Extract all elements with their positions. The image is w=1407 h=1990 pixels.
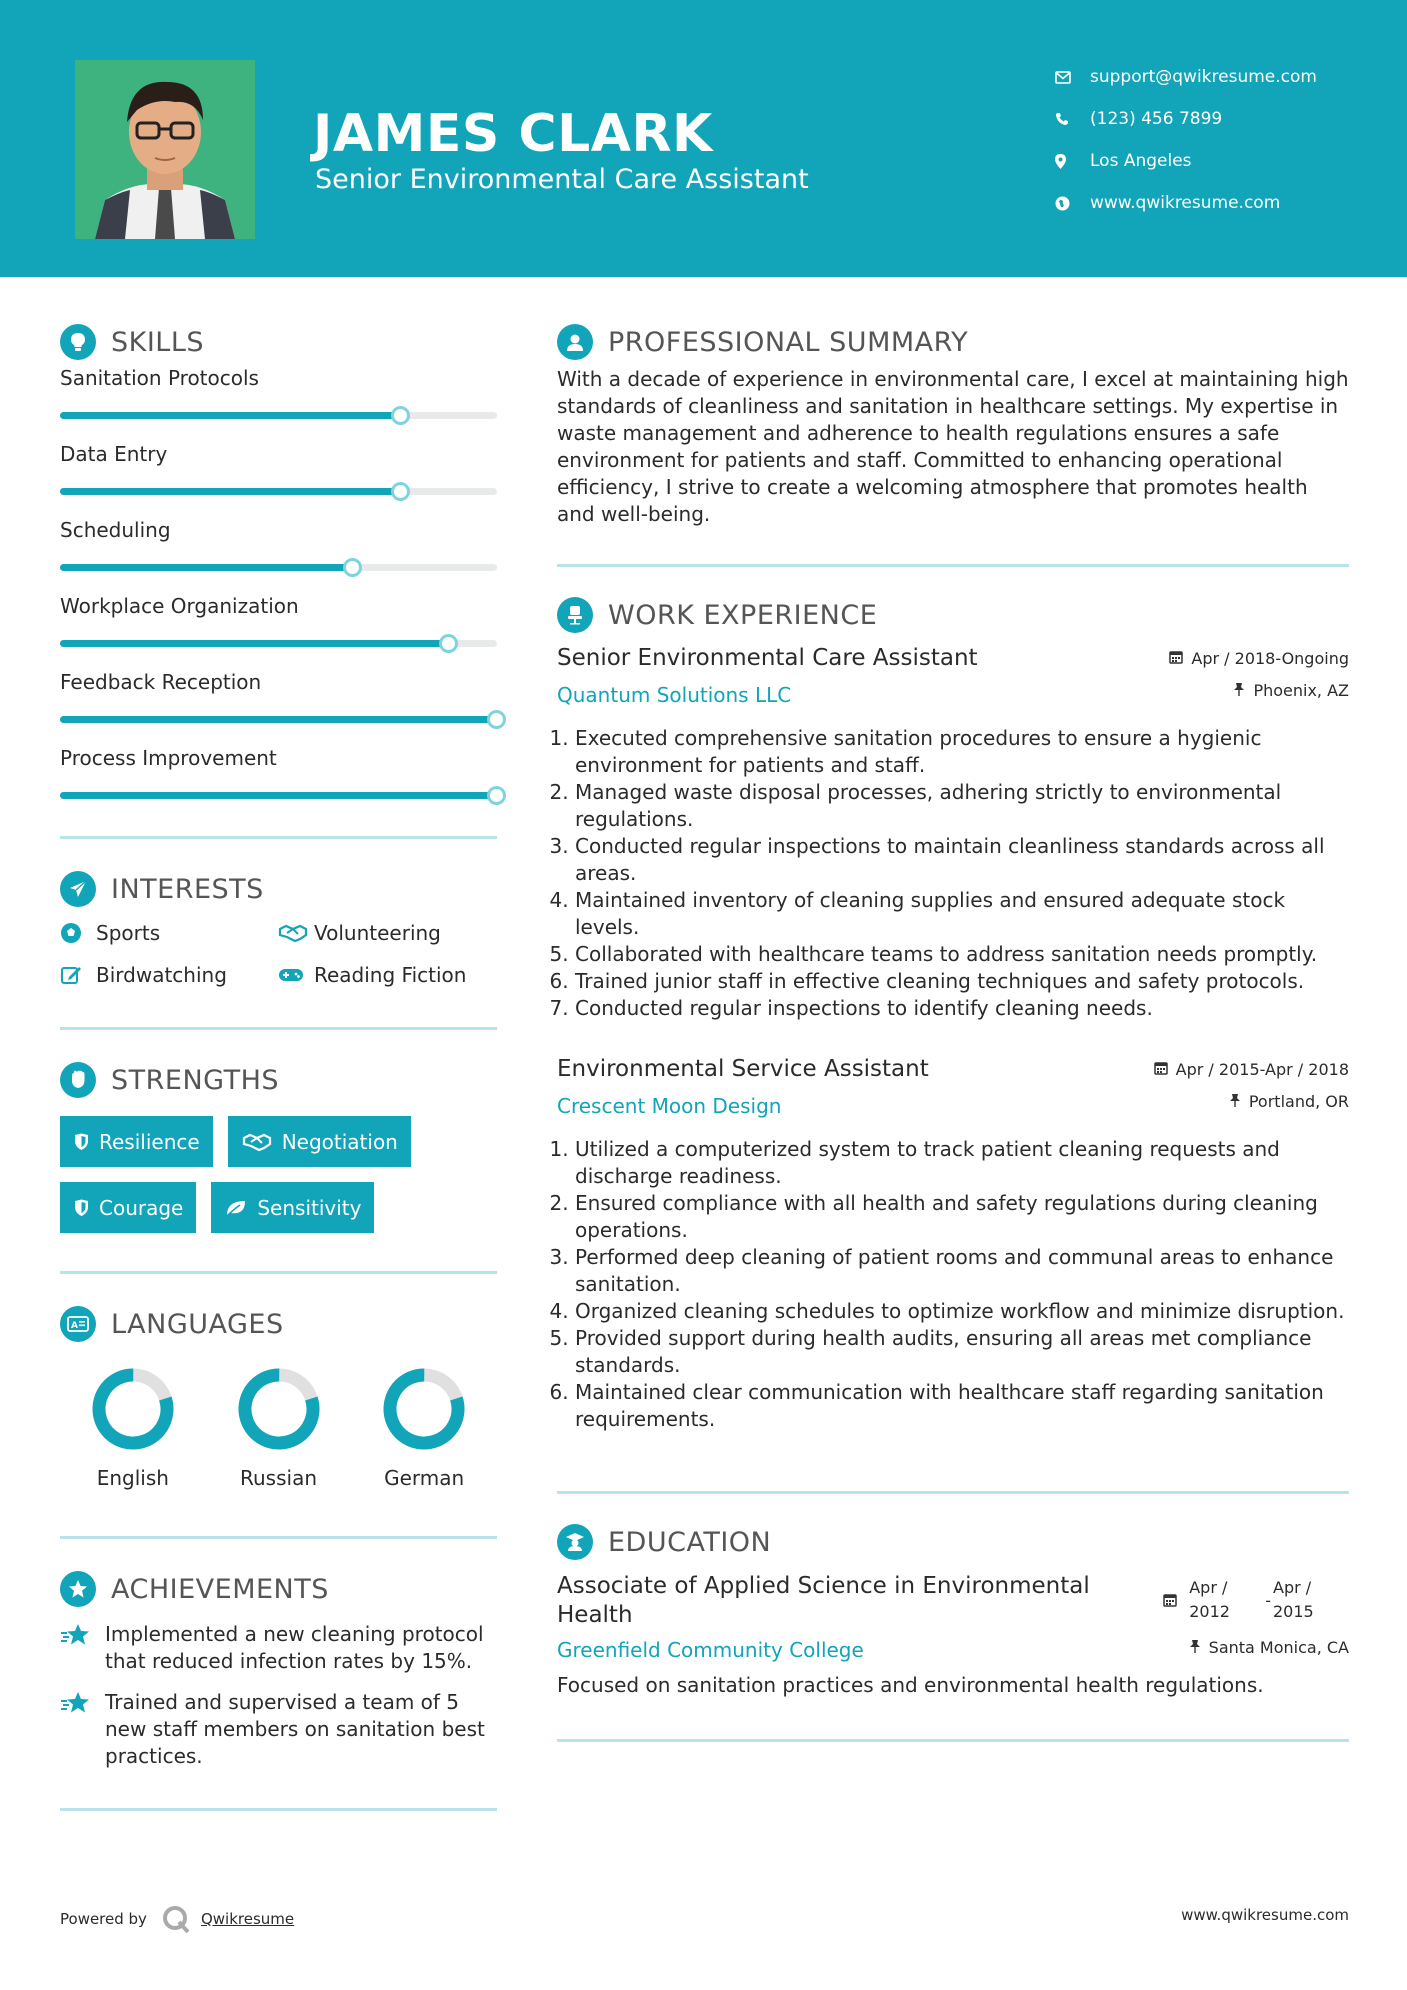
job-duties — [557, 725, 1349, 1022]
strength-tag — [60, 1116, 213, 1167]
skill-name: Process Improvement — [60, 746, 277, 770]
contact-website[interactable] — [1055, 182, 1317, 224]
duty-item: 3. Conducted regular inspections to maintain cleanliness standards across all areas. — [575, 833, 1349, 887]
section-divider — [557, 1739, 1349, 1742]
interest-item — [60, 963, 278, 987]
job-duties — [557, 1136, 1349, 1433]
calendar-icon — [1154, 1060, 1176, 1079]
languages-section — [60, 1304, 497, 1490]
achievements-heading: ACHIEVEMENTS — [111, 1573, 329, 1605]
section-divider — [60, 1027, 497, 1030]
strength-label: Resilience — [99, 1129, 200, 1154]
language-item — [60, 1366, 206, 1490]
contact-email[interactable] — [1055, 56, 1317, 98]
skills-section — [60, 322, 497, 814]
skill-level-fill — [60, 792, 497, 799]
interests-header — [60, 869, 497, 909]
languages-list — [60, 1344, 497, 1490]
powered-by-label: Powered by — [60, 1910, 147, 1928]
skill-item — [60, 738, 497, 814]
strength-label: Negotiation — [281, 1129, 398, 1154]
interest-item — [60, 921, 278, 945]
contact-location-text: Los Angeles — [1090, 151, 1192, 171]
strength-tag — [228, 1116, 411, 1167]
skill-level-knob — [391, 406, 410, 425]
calendar-icon — [1169, 649, 1191, 668]
job-location-text: Phoenix, AZ — [1253, 681, 1349, 700]
interest-label: Sports — [96, 921, 161, 945]
education-heading: EDUCATION — [608, 1526, 772, 1558]
company-name: Quantum Solutions LLC — [557, 683, 792, 707]
language-item — [206, 1366, 352, 1490]
footer-powered-by — [60, 1904, 294, 1934]
skill-level-knob — [487, 786, 506, 805]
interests-section — [60, 869, 497, 987]
star-icon — [60, 1689, 105, 1719]
skill-level-track — [60, 640, 497, 647]
contact-website-text: www.qwikresume.com — [1090, 193, 1281, 213]
duty-item: 2. Managed waste disposal processes, adhering strictly to environmental regulations. — [575, 779, 1349, 833]
language-item — [351, 1366, 497, 1490]
education-location-text: Santa Monica, CA — [1208, 1638, 1349, 1657]
duty-item: 1. Executed comprehensive sanitation procedures to ensure a hygienic environment for patients and staff. — [575, 725, 1349, 779]
achievement-item — [60, 1689, 497, 1770]
skill-level-track — [60, 792, 497, 799]
section-divider — [60, 1536, 497, 1539]
job-title: Environmental Service Assistant — [557, 1056, 929, 1082]
calendar-icon — [1163, 1593, 1177, 1607]
strengths-section — [60, 1060, 497, 1233]
language-level-ring — [381, 1366, 467, 1452]
language-icon — [60, 1306, 96, 1342]
duty-item: 4. Organized cleaning schedules to optimize workflow and minimize disruption. — [575, 1298, 1349, 1325]
skills-header — [60, 322, 497, 362]
job-dates-text: Apr / 2015-Apr / 2018 — [1175, 1060, 1349, 1079]
skill-level-fill — [60, 488, 401, 495]
experience-heading: WORK EXPERIENCE — [608, 599, 878, 631]
duty-item: 5. Provided support during health audits, ensuring all areas met compliance standards. — [575, 1325, 1349, 1379]
skills-list — [60, 358, 497, 814]
contact-location — [1055, 140, 1317, 182]
skill-name: Scheduling — [60, 518, 171, 542]
user-icon — [557, 324, 593, 360]
degree-title: Associate of Applied Science in Environmental Health — [557, 1573, 1090, 1628]
summary-text: With a decade of experience in environmental care, I excel at maintaining high standards of cleanliness and sanitation in healthcare settings. My expertise in waste management and adherence to health regulations ensures a safe environment for patients and staff. Committed to enhancing operational efficiency, I strive to create a welcoming atmosphere that promotes health and well-being. — [557, 367, 1349, 526]
skill-level-fill — [60, 412, 401, 419]
skill-level-track — [60, 412, 497, 419]
skill-level-fill — [60, 564, 353, 571]
section-divider — [557, 1491, 1349, 1494]
language-name: German — [384, 1466, 465, 1490]
job-title: Senior Environmental Care Assistant — [557, 645, 978, 671]
skill-level-track — [60, 564, 497, 571]
skill-item — [60, 434, 497, 510]
envelope-icon — [1055, 71, 1090, 84]
contact-phone-text: (123) 456 7899 — [1090, 109, 1223, 129]
skill-name: Feedback Reception — [60, 670, 262, 694]
education-location — [1189, 1638, 1349, 1657]
achievements-header — [60, 1569, 497, 1609]
paper-plane-icon — [60, 871, 96, 907]
duty-item: 5. Collaborated with healthcare teams to address sanitation needs promptly. — [575, 941, 1349, 968]
skill-level-fill — [60, 716, 497, 723]
graduate-icon — [557, 1524, 593, 1560]
education-date-separator: - — [1265, 1590, 1271, 1610]
summary-heading: PROFESSIONAL SUMMARY — [608, 326, 969, 358]
experience-header — [557, 595, 1349, 635]
strengths-header — [60, 1060, 497, 1100]
job-location — [1229, 1092, 1349, 1111]
interests-heading: INTERESTS — [111, 873, 264, 905]
job-location — [1233, 681, 1349, 700]
section-divider — [557, 564, 1349, 567]
skill-item — [60, 586, 497, 662]
footer-website[interactable]: www.qwikresume.com — [1181, 1906, 1349, 1924]
pushpin-icon — [1233, 681, 1253, 700]
skill-level-track — [60, 716, 497, 723]
handshake-icon — [278, 923, 314, 943]
job-dates — [1169, 649, 1349, 668]
job-entry — [557, 645, 1349, 1022]
education-start-date: Apr / 2012 — [1189, 1578, 1230, 1621]
skill-name: Data Entry — [60, 442, 168, 466]
achievement-text: Trained and supervised a team of 5 new staff members on sanitation best practices. — [105, 1690, 485, 1768]
languages-header — [60, 1304, 497, 1344]
skill-level-knob — [439, 634, 458, 653]
job-dates — [1154, 1060, 1349, 1079]
handshake-icon — [242, 1132, 272, 1152]
star-badge-icon — [60, 1571, 96, 1607]
company-name: Crescent Moon Design — [557, 1094, 782, 1118]
shield-icon — [74, 1199, 89, 1217]
education-header — [557, 1522, 1349, 1562]
chair-icon — [557, 597, 593, 633]
phone-icon — [1055, 112, 1090, 126]
duty-item: 3. Performed deep cleaning of patient rooms and communal areas to enhance sanitation. — [575, 1244, 1349, 1298]
interest-item — [278, 963, 496, 987]
edit-icon — [60, 964, 96, 986]
summary-header — [557, 322, 1349, 362]
duty-item: 6. Maintained clear communication with healthcare staff regarding sanitation requirements. — [575, 1379, 1349, 1433]
skill-level-fill — [60, 640, 449, 647]
section-divider — [60, 1271, 497, 1274]
skill-level-knob — [343, 558, 362, 577]
strengths-list — [60, 1100, 497, 1233]
right-column — [557, 322, 1349, 1742]
achievement-item — [60, 1621, 497, 1675]
interest-label: Volunteering — [314, 921, 441, 945]
qwikresume-link[interactable]: Qwikresume — [200, 1910, 295, 1928]
candidate-name: JAMES CLARK — [313, 104, 713, 164]
language-level-ring — [236, 1366, 322, 1452]
summary-section — [557, 322, 1349, 528]
resume-header — [0, 0, 1407, 277]
pushpin-icon — [1189, 1638, 1209, 1657]
duty-item: 6. Trained junior staff in effective cleaning techniques and safety protocols. — [575, 968, 1349, 995]
globe-icon — [1055, 196, 1090, 211]
education-entry — [557, 1572, 1349, 1699]
svg-text:A: A — [71, 1321, 78, 1331]
job-location-text: Portland, OR — [1248, 1092, 1349, 1111]
job-dates-text: Apr / 2018-Ongoing — [1191, 649, 1349, 668]
strength-tag — [60, 1182, 196, 1233]
candidate-title: Senior Environmental Care Assistant — [315, 164, 809, 195]
leaf-icon — [225, 1199, 247, 1217]
section-divider — [60, 1808, 497, 1811]
profile-photo — [75, 60, 255, 239]
pushpin-icon — [1229, 1092, 1249, 1111]
section-divider — [60, 836, 497, 839]
language-name: English — [96, 1466, 169, 1490]
duty-item: 4. Maintained inventory of cleaning supplies and ensured adequate stock levels. — [575, 887, 1349, 941]
language-level-ring — [90, 1366, 176, 1452]
duty-item: 7. Conducted regular inspections to identify cleaning needs. — [575, 995, 1349, 1022]
skills-heading: SKILLS — [111, 326, 205, 358]
duty-item: 1. Utilized a computerized system to track patient cleaning requests and discharge readiness. — [575, 1136, 1349, 1190]
duty-item: 2. Ensured compliance with all health and safety regulations during cleaning operations. — [575, 1190, 1349, 1244]
languages-heading: LANGUAGES — [111, 1308, 284, 1340]
map-pin-icon — [1055, 154, 1090, 169]
education-section — [557, 1522, 1349, 1699]
interests-list — [60, 909, 497, 987]
skill-level-track — [60, 488, 497, 495]
education-end-date: Apr / 2015 — [1273, 1578, 1314, 1621]
contact-email-text: support@qwikresume.com — [1090, 67, 1317, 87]
school-name: Greenfield Community College — [557, 1638, 864, 1662]
strength-label: Sensitivity — [257, 1195, 362, 1220]
achievement-text: Implemented a new cleaning protocol that reduced infection rates by 15%. — [105, 1622, 484, 1673]
skill-item — [60, 662, 497, 738]
star-icon — [60, 1621, 105, 1651]
experience-section — [557, 595, 1349, 1433]
skill-name: Sanitation Protocols — [60, 366, 259, 390]
skill-item — [60, 510, 497, 586]
skill-item — [60, 358, 497, 434]
strength-label: Courage — [99, 1195, 184, 1220]
skill-level-knob — [391, 482, 410, 501]
contact-list — [1055, 56, 1317, 224]
skill-level-knob — [487, 710, 506, 729]
job-entry — [557, 1056, 1349, 1433]
interest-item — [278, 921, 496, 945]
strength-tag — [211, 1182, 374, 1233]
left-column — [60, 322, 497, 1811]
achievements-section — [60, 1569, 497, 1770]
contact-phone[interactable] — [1055, 98, 1317, 140]
qwikresume-logo-icon — [161, 1904, 191, 1934]
gamepad-icon — [278, 967, 314, 983]
education-dates — [1163, 1576, 1317, 1624]
soccer-ball-icon — [60, 922, 96, 944]
fist-icon — [60, 1062, 96, 1098]
skill-name: Workplace Organization — [60, 594, 299, 618]
interest-label: Reading Fiction — [314, 963, 467, 987]
education-description: Focused on sanitation practices and environmental health regulations. — [557, 1673, 1264, 1697]
strengths-heading: STRENGTHS — [111, 1064, 280, 1096]
lightbulb-icon — [60, 324, 96, 360]
language-name: Russian — [240, 1466, 318, 1490]
interest-label: Birdwatching — [96, 963, 227, 987]
shield-icon — [74, 1133, 89, 1151]
